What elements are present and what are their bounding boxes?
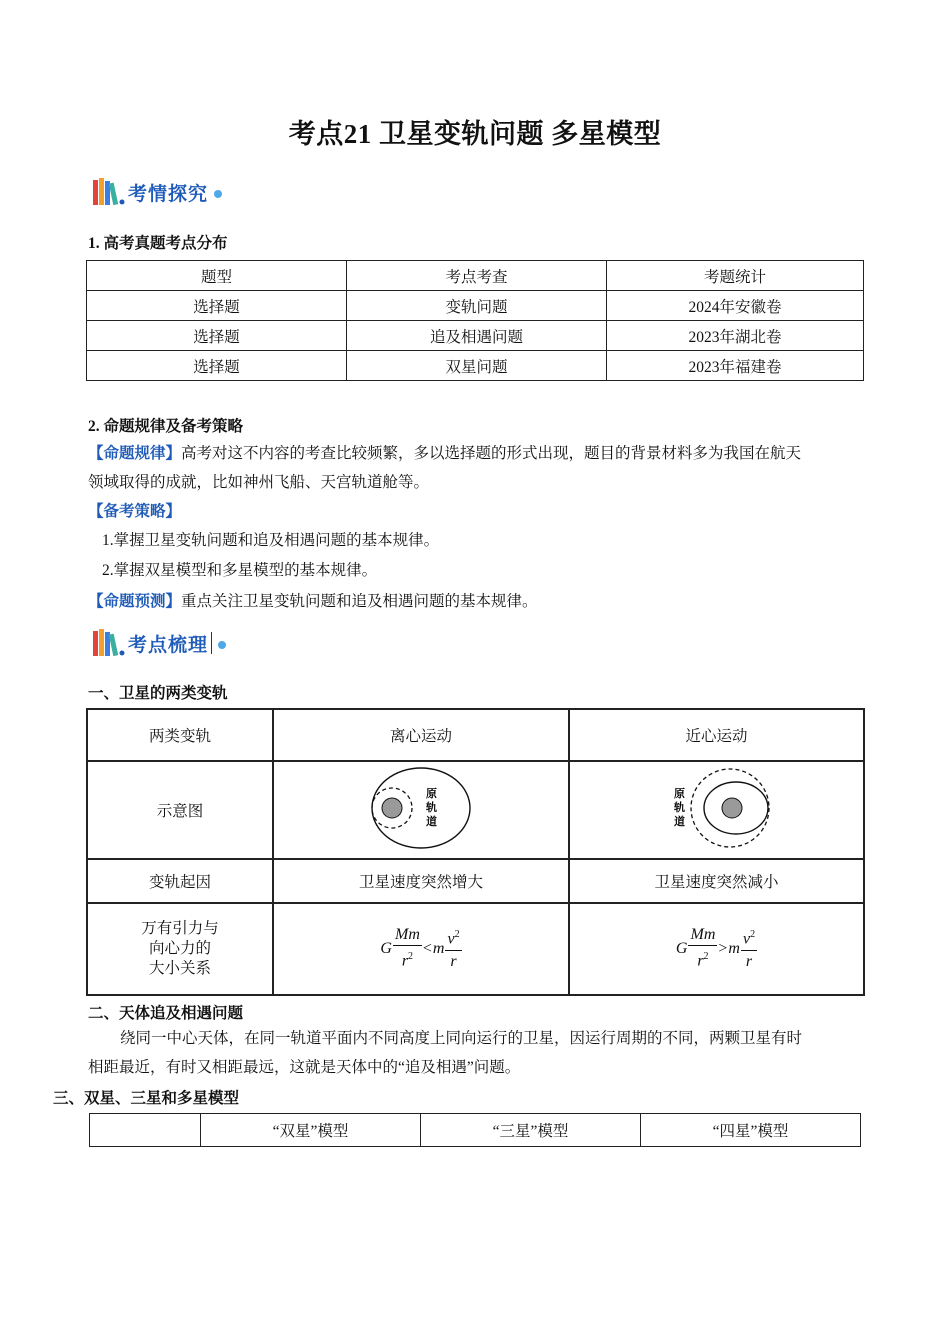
rule-text-line2: 领域取得的成就，比如神州飞船、天宫轨道舱等。: [88, 474, 430, 491]
multistar-table: [89, 1113, 861, 1147]
fraction: [393, 925, 422, 972]
fraction: [688, 925, 717, 972]
strategy-item: 2.掌握双星模型和多星模型的基本规律。: [102, 562, 378, 579]
header-cell: 两类变轨: [87, 709, 273, 761]
banner-dot: [214, 190, 222, 198]
orbit-heading: 一、卫星的两类变轨: [88, 685, 228, 702]
section1-heading: 1. 高考真题考点分布: [88, 235, 228, 252]
section2-heading: 2. 命题规律及备考策略: [88, 418, 244, 435]
table-cell: 2023年湖北卷: [607, 321, 864, 351]
header-cell: 考题统计: [607, 261, 864, 291]
forecast-paragraph: [88, 587, 538, 617]
table-row: [87, 291, 864, 321]
strategy-item: 1.掌握卫星变轨问题和追及相遇问题的基本规律。: [102, 532, 440, 549]
table-row: [87, 351, 864, 381]
formula-symbol: G: [380, 939, 392, 957]
rule-tag: 【命题规律】: [88, 445, 182, 462]
fraction-denominator: r: [745, 952, 753, 970]
fraction-denominator: r: [450, 952, 457, 970]
superscript: 2: [454, 929, 460, 941]
formula-cell-centripetal: [569, 903, 864, 995]
orbit-label: 道: [673, 814, 685, 828]
header-cell: “四星”模型: [641, 1114, 861, 1147]
fraction-denominator: [400, 946, 415, 972]
banner-exam-analysis: [92, 177, 222, 207]
table-cell: 双星问题: [347, 351, 607, 381]
fraction-numerator: [741, 925, 757, 950]
formula-symbol: G: [675, 939, 688, 957]
exam-distribution-table: [86, 260, 864, 381]
banner-knowledge-review: [92, 628, 226, 658]
fraction-numerator: Mm: [393, 925, 422, 946]
centripetal-diagram-cell: [569, 761, 864, 859]
table-row: [87, 761, 864, 859]
banner-label: 考情探究: [128, 182, 209, 205]
orbit-label: 原: [426, 786, 437, 800]
formula-symbol: m: [728, 939, 740, 957]
row-label: [87, 903, 273, 995]
orbit-label: 道: [426, 814, 437, 828]
strategy-tag: 【备考策略】: [88, 503, 182, 520]
chase-text-line2: 相距最近，有时又相距最远，这就是天体中的“追及相遇”问题。: [88, 1059, 521, 1076]
row-label-line: 大小关系: [148, 960, 211, 977]
header-cell: “双星”模型: [201, 1114, 421, 1147]
header-cell: 题型: [87, 261, 347, 291]
orbit-change-table: [86, 708, 865, 996]
row-label-line: 向心力的: [148, 940, 211, 957]
header-cell: “三星”模型: [421, 1114, 641, 1147]
centripetal-orbit-diagram: [662, 763, 772, 853]
table-cell: 2023年福建卷: [607, 351, 864, 381]
superscript: 2: [408, 951, 414, 963]
formula-cell-centrifugal: [273, 903, 569, 995]
table-cell: 追及相遇问题: [347, 321, 607, 351]
forecast-text: 重点关注卫星变轨问题和追及相遇问题的基本规律。: [181, 593, 538, 610]
superscript: 2: [750, 929, 756, 941]
table-cell: 2024年安徽卷: [607, 291, 864, 321]
table-row: [87, 903, 864, 995]
table-header-row: [90, 1114, 861, 1147]
table-cell: 选择题: [87, 351, 347, 381]
formula-symbol: r: [401, 952, 409, 970]
formula-operator: <: [422, 939, 432, 957]
table-cell: 选择题: [87, 291, 347, 321]
header-cell: 近心运动: [569, 709, 864, 761]
rule-paragraph: [88, 439, 868, 469]
formula-operator: >: [718, 939, 728, 957]
header-cell: 离心运动: [273, 709, 569, 761]
formula: [380, 925, 461, 972]
table-header-row: [87, 261, 864, 291]
formula: [676, 925, 757, 972]
books-icon: [92, 177, 126, 207]
formula-symbol: v: [447, 930, 455, 948]
books-icon: [92, 628, 126, 658]
header-cell: 考点考查: [347, 261, 607, 291]
table-row: [87, 859, 864, 903]
rule-text: 高考对这不内容的考查比较频繁，多以选择题的形式出现，题目的背景材料多为我国在航天: [181, 445, 802, 462]
row-label-line: 万有引力与: [141, 920, 219, 937]
table-header-row: [87, 709, 864, 761]
header-cell: [90, 1114, 201, 1147]
chase-text: 绕同一中心天体，在同一轨道平面内不同高度上同向运行的卫星，因运行周期的不同，两颗卫星有时: [120, 1030, 803, 1047]
banner-dot: [218, 641, 226, 649]
row-label: 示意图: [87, 761, 273, 859]
table-cell: 选择题: [87, 321, 347, 351]
row-label: 变轨起因: [87, 859, 273, 903]
formula-symbol: m: [432, 939, 445, 957]
table-cell: 变轨问题: [347, 291, 607, 321]
orbit-label: 轨: [426, 800, 437, 814]
table-row: [87, 321, 864, 351]
centrifugal-orbit-diagram: [366, 763, 476, 853]
fraction: [741, 925, 757, 972]
superscript: 2: [703, 951, 709, 963]
banner-label: 考点梳理: [128, 633, 209, 656]
forecast-tag: 【命题预测】: [88, 593, 182, 610]
multistar-heading: 三、双星、三星和多星模型: [53, 1090, 240, 1107]
text-cursor: [211, 632, 212, 654]
fraction-numerator: Mm: [688, 925, 717, 946]
formula-symbol: r: [697, 952, 704, 970]
formula-symbol: v: [742, 930, 751, 948]
orbit-label: 原: [673, 786, 685, 800]
page-title: 考点21 卫星变轨问题 多星模型: [288, 119, 662, 149]
chase-heading: 二、天体追及相遇问题: [88, 1005, 244, 1022]
orbit-label: 轨: [673, 800, 685, 814]
fraction: [445, 925, 461, 972]
fraction-numerator: [445, 925, 461, 950]
table-cell: 卫星速度突然增大: [273, 859, 569, 903]
fraction-denominator: [695, 946, 710, 972]
centrifugal-diagram-cell: [273, 761, 569, 859]
table-cell: 卫星速度突然减小: [569, 859, 864, 903]
